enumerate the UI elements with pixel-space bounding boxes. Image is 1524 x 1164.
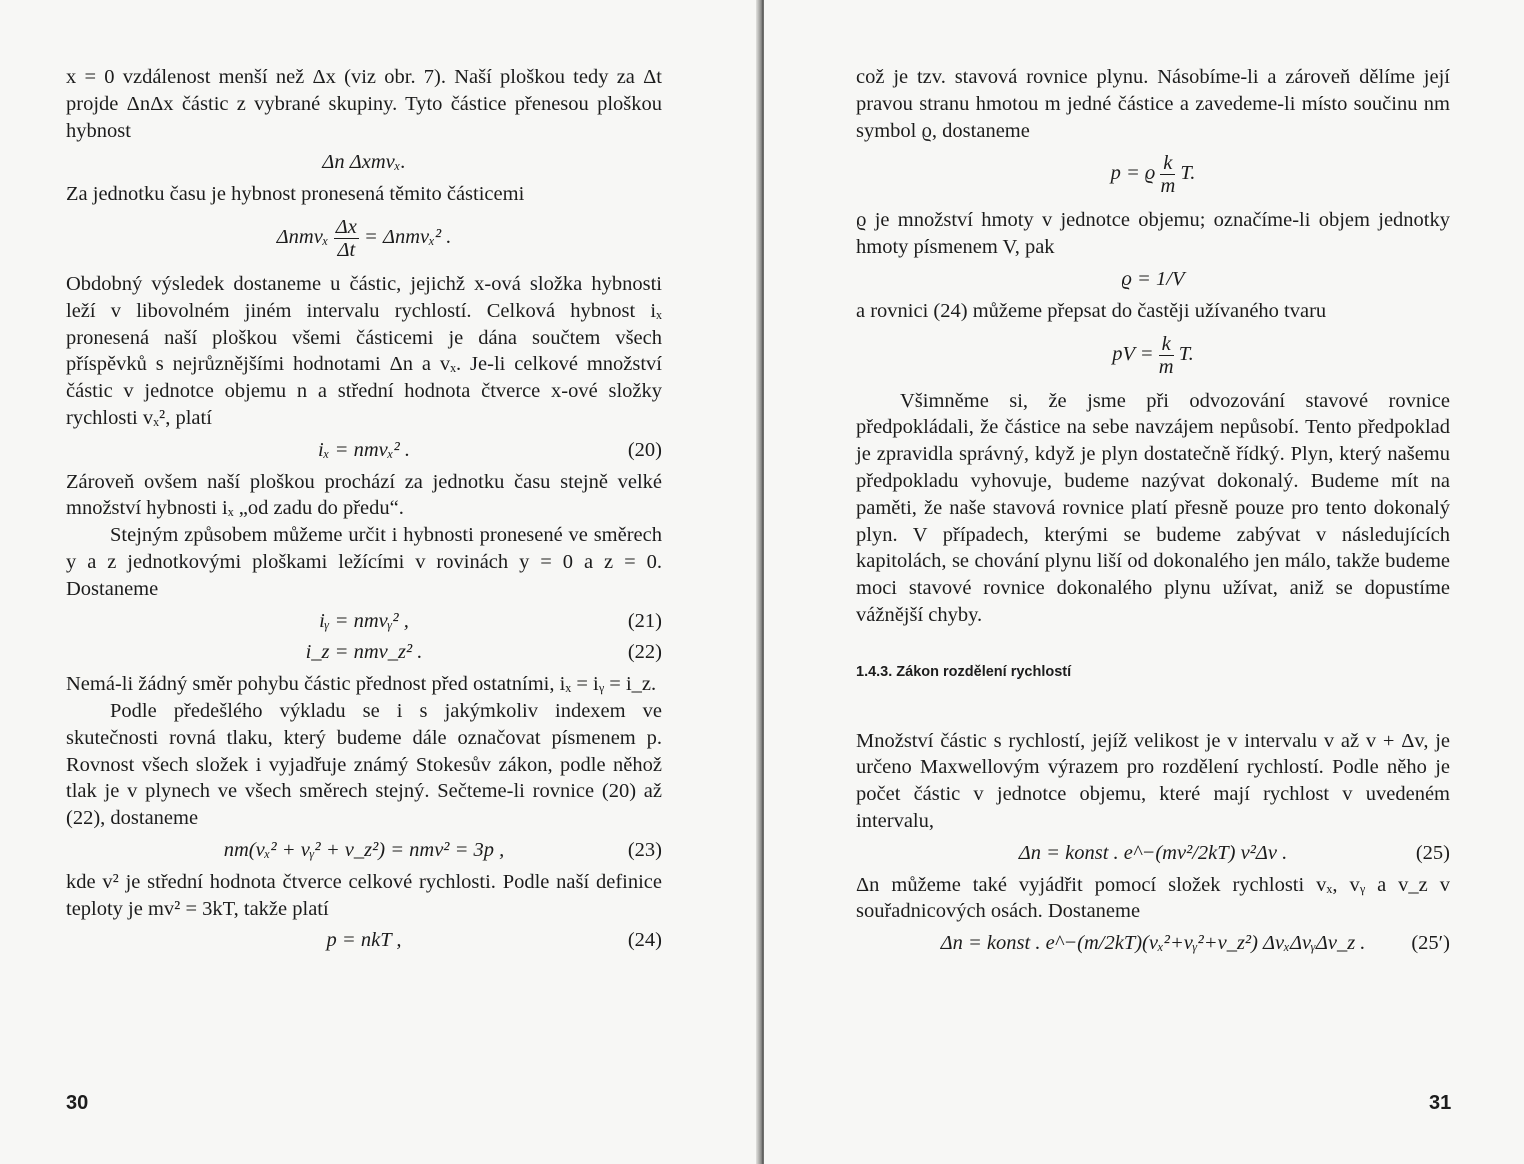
fraction-denominator: m — [1158, 355, 1174, 378]
fraction-numerator: k — [1160, 152, 1175, 175]
equation-number: (20) — [627, 438, 662, 461]
equation-24 — [66, 927, 662, 954]
right-text-column — [856, 64, 1450, 962]
equation-rho: ϱ = 1/V — [1121, 267, 1185, 290]
equation-flux — [66, 216, 662, 261]
eq-lhs: p = ϱ — [1110, 162, 1156, 185]
left-page — [0, 0, 760, 1164]
eq-rhs: T. — [1178, 342, 1194, 365]
left-text-column — [66, 64, 662, 959]
fraction-denominator: Δt — [337, 238, 356, 261]
equation-body: iₓ = nmvₓ² . — [318, 438, 410, 461]
fraction-denominator: m — [1160, 175, 1176, 198]
eq-rhs: T. — [1180, 162, 1196, 185]
paragraph: Všimněme si, že jsme při odvozování stavové rovnice předpokládali, že částice na sebe navzájem nepůsobí. Tento předpoklad je zpravidla správný, když je plyn dostatečně řídký. Plyn, který našemu předpokladu vyhovuje, budeme nazývat dokonalý. Budeme mít na paměti, že naše stavová rovnice platí přesně pouze pro tento dokonalý plyn. V případech, kterými se budeme zabývat v následujících kapitolách, se chování plynu liší od dokonalého jen málo, takže budeme moci stavové rovnice dokonalého plynu užívat, aniž se dopustíme vážnější chyby. — [856, 389, 1450, 626]
equation-25-prime — [856, 930, 1450, 957]
paragraph: Množství částic s rychlostí, jejíž velikost je v intervalu v až v + Δv, je určeno Maxwellovým výrazem pro rozdělení rychlostí. Podle něho je počet částic v jednotce objemu, které mají rychlost v uvedeném intervalu, — [856, 729, 1450, 832]
equation-21 — [66, 608, 662, 635]
equation-number: (21) — [627, 609, 662, 632]
paragraph: Δn můžeme také vyjádřit pomocí složek rychlosti vₓ, vᵧ a v_z v souřadnicových osách. Dostaneme — [856, 873, 1450, 923]
equation-body: nm(vₓ² + vᵧ² + v_z²) = nmv² = 3p , — [223, 838, 505, 861]
equation-body: i_z = nmv_z² . — [305, 641, 423, 664]
paragraph: kde v² je střední hodnota čtverce celkové rychlosti. Podle naší definice teploty je mv² = 3kT, takže platí — [66, 870, 662, 920]
equation-number: (24) — [627, 929, 662, 952]
equation-body: Δn = konst . e^−(m/2kT)(vₓ²+vᵧ²+v_z²) ΔvₓΔvᵧΔv_z . — [940, 932, 1366, 955]
eq-flux-rhs: = Δnmvₓ² . — [364, 226, 452, 249]
eq-flux-fraction — [334, 216, 359, 261]
paragraph: Za jednotku času je hybnost pronesená těmito částicemi — [66, 183, 525, 206]
paragraph: ϱ je množství hmoty v jednotce objemu; označíme-li objem jednotky hmoty písmenem V, pak — [856, 209, 1450, 259]
fraction-numerator: Δx — [335, 215, 357, 238]
equation-22 — [66, 639, 662, 666]
eq-lhs: pV = — [1112, 342, 1154, 365]
eq-fraction — [1160, 152, 1175, 197]
equation-momentum: Δn Δxmvₓ. — [322, 151, 406, 174]
eq-fraction — [1159, 333, 1174, 378]
paragraph: což je tzv. stavová rovnice plynu. Násobíme-li a zároveň dělíme její pravou stranu hmotou m jedné částice a zavedeme-li místo součinu nm symbol ϱ, dostaneme — [856, 66, 1450, 142]
equation-body: iᵧ = nmvᵧ² , — [319, 609, 409, 632]
eq-flux-lhs: Δnmvₓ — [276, 226, 329, 249]
paragraph: Nemá-li žádný směr pohybu částic přednost před ostatními, iₓ = iᵧ = i_z. — [66, 673, 657, 696]
equation-body: p = nkT , — [326, 929, 402, 952]
equation-number: (25) — [1415, 841, 1450, 864]
paragraph: Podle předešlého výkladu se i s jakýmkoliv indexem ve skutečnosti rovná tlaku, který budeme dále označovat písmenem p. Rovnost všech složek i vyjadřuje známý Stokesův zákon, podle něhož tlak je v plynech ve všech směrech stejný. Sečteme-li rovnice (20) až (22), dostaneme — [66, 699, 662, 830]
paragraph: Zároveň ovšem naší ploškou prochází za jednotku času stejně velké množství hybnosti iₓ „od zadu do předu“. — [66, 470, 662, 520]
equation-number: (23) — [627, 838, 662, 861]
page-number: 31 — [1429, 1092, 1452, 1114]
right-page — [764, 0, 1524, 1164]
equation-20 — [66, 437, 662, 464]
paragraph: Obdobný výsledek dostaneme u částic, jejichž x-ová složka hybnosti leží v libovolném jiném intervalu rychlostí. Celková hybnost iₓ pronesená naší ploškou všemi částicemi je dána součtem všech příspěvků s nejrůznějšími hodnotami Δn a vₓ. Je-li celkové množství částic v jednotce objemu n a střední hodnota čtverce x-ové složky rychlosti vₓ², platí — [66, 272, 662, 429]
equation-state-pv — [856, 333, 1450, 378]
paragraph: x = 0 vzdálenost menší než Δx (viz obr. 7). Naší ploškou tedy za Δt projde ΔnΔx částic z vybrané skupiny. Tyto částice přenesou ploškou hybnost — [66, 66, 662, 142]
fraction-numerator: k — [1159, 333, 1174, 356]
paragraph: Stejným způsobem můžeme určit i hybnosti pronesené ve směrech y a z jednotkovými ploškami ležícími v rovinách y = 0 a z = 0. Dostaneme — [66, 524, 662, 600]
equation-body: Δn = konst . e^−(mv²/2kT) v²Δv . — [1018, 841, 1288, 864]
section-heading: 1.4.3. Zákon rozdělení rychlostí — [856, 663, 1072, 680]
equation-23 — [66, 837, 662, 864]
equation-25 — [856, 840, 1450, 867]
equation-number: (22) — [627, 641, 662, 664]
page-number: 30 — [66, 1092, 89, 1114]
paragraph: a rovnici (24) můžeme přepsat do častěji užívaného tvaru — [856, 299, 1327, 322]
equation-state-rho — [856, 152, 1450, 197]
equation-number: (25′) — [1411, 932, 1450, 955]
